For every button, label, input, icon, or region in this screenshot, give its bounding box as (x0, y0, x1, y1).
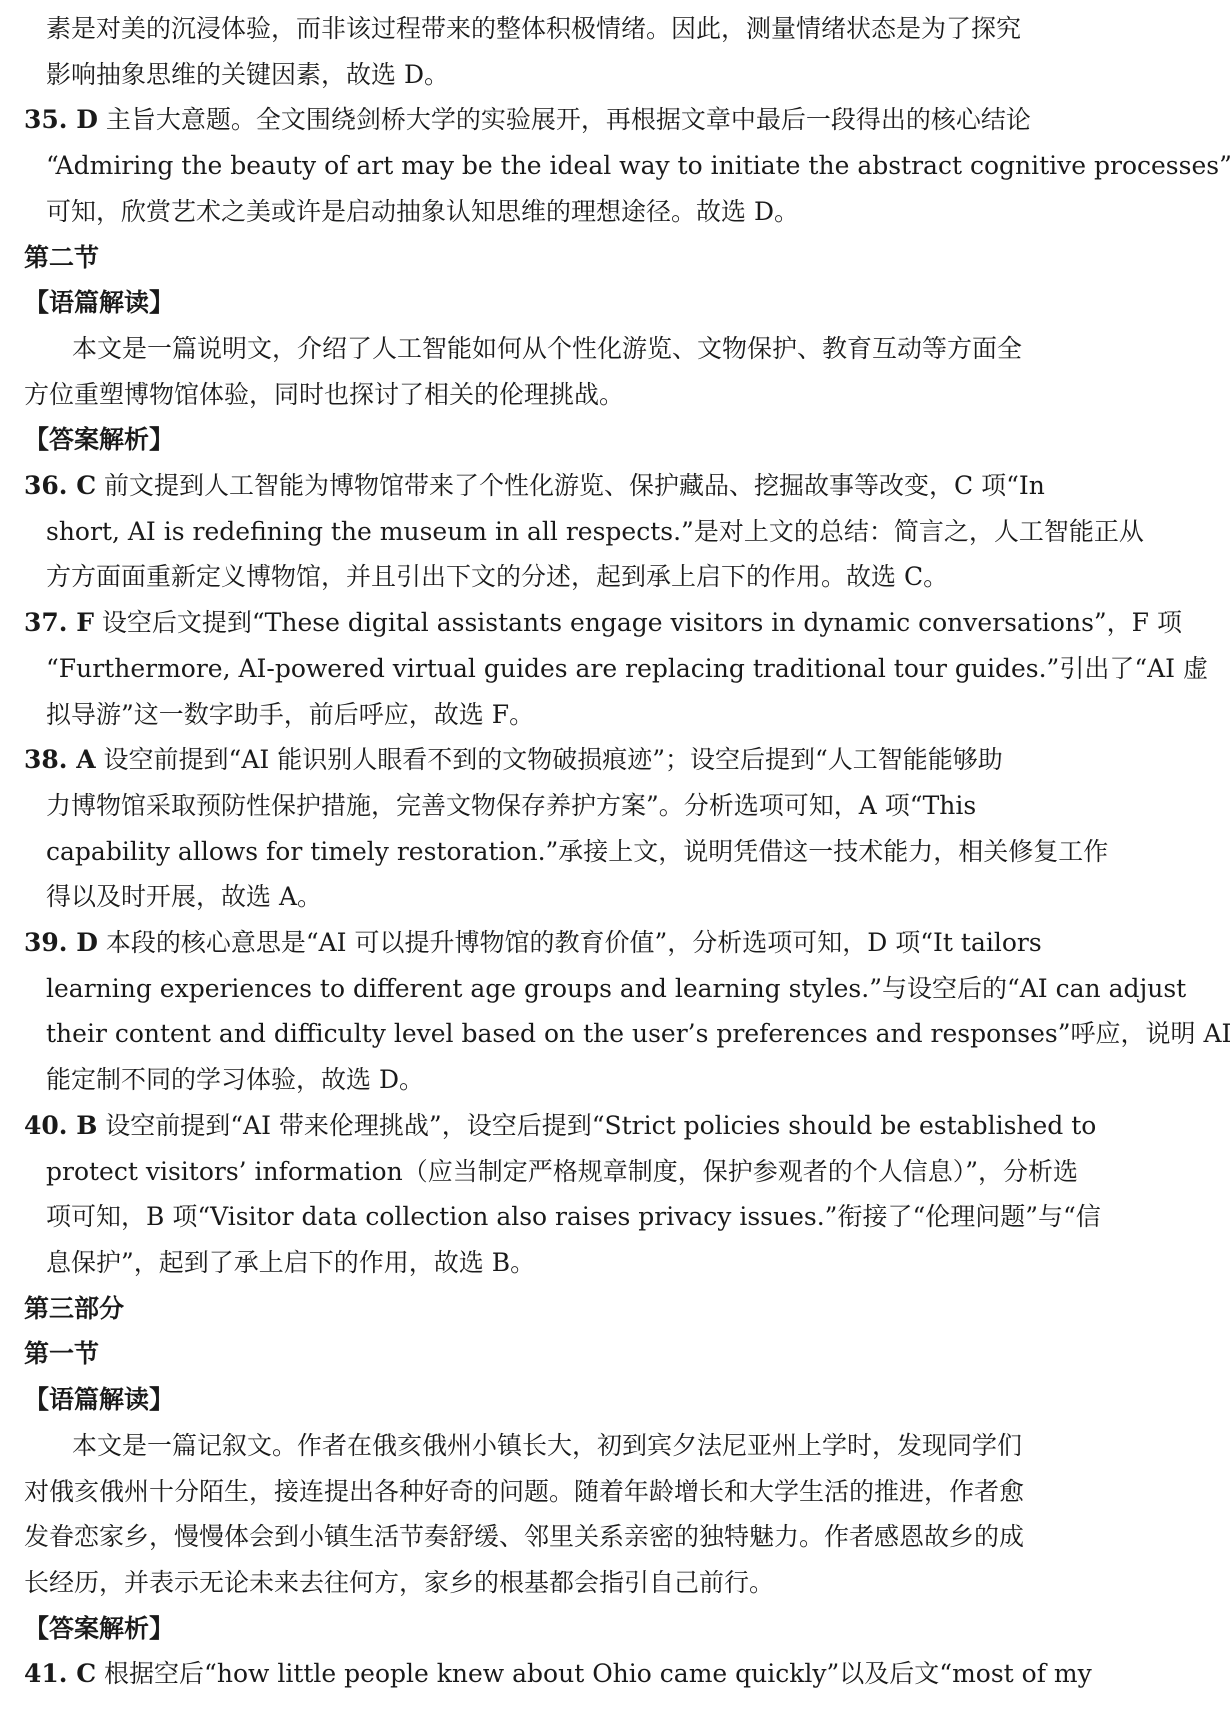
reading-heading: 【语篇解读】 (24, 288, 175, 318)
answer-text: protect visitors’ information（应当制定严格规章制度，保护参观者的个人信息）”，分析选 (46, 1156, 1078, 1186)
answer-35 (24, 97, 1232, 234)
answer-text: 根据空后“how little people knew about Ohio came quickly”以及后文“most of my (96, 1659, 1092, 1689)
reading-text: 本文是一篇记叙文。作者在俄亥俄州小镇长大，初到宾夕法尼亚州上学时，发现同学们 (72, 1430, 1023, 1460)
answer-text: 息保护”，起到了承上启下的作用，故选 B。 (46, 1247, 536, 1277)
question-number: 37. F (24, 608, 94, 638)
answer-heading: 【答案解析】 (24, 425, 175, 455)
intro-line-1: 素是对美的沉浸体验，而非该过程带来的整体积极情绪。因此，测量情绪状态是为了探究 (46, 14, 1022, 43)
answer-text: 可知，欣赏艺术之美或许是启动抽象认知思维的理想途径。故选 D。 (46, 196, 799, 226)
section-heading: 第一节 (24, 1339, 100, 1369)
answer-text: 设空前提到“AI 带来伦理挑战”，设空后提到“Strict policies should be established to (97, 1110, 1097, 1140)
answer-text: 得以及时开展，故选 A。 (46, 882, 323, 912)
answer-41 (24, 1651, 1092, 1697)
answer-40 (24, 1103, 1101, 1286)
question-number: 36. C (24, 471, 97, 501)
answer-text: 本段的核心意思是“AI 可以提升博物馆的教育价值”，分析选项可知，D 项“It tailors (97, 928, 1042, 958)
question-number: 38. A (24, 745, 96, 775)
question-number: 39. D (24, 928, 98, 958)
answer-text: 项可知，B 项“Visitor data collection also raises privacy issues.”衔接了“伦理问题”与“信 (46, 1202, 1101, 1232)
answer-text: 能定制不同的学习体验，故选 D。 (46, 1065, 424, 1095)
answer-heading: 【答案解析】 (24, 1613, 175, 1643)
answer-39 (24, 920, 1232, 1103)
answer-text: capability allows for timely restoration.”承接上文，说明凭借这一技术能力，相关修复工作 (46, 836, 1109, 866)
section-heading: 第二节 (24, 242, 100, 272)
question-number: 35. D (24, 105, 98, 135)
answer-text: 力博物馆采取预防性保护措施，完善文物保存养护方案”。分析选项可知，A 项“This (46, 790, 977, 820)
part-heading: 第三部分 (24, 1293, 125, 1323)
question-number: 40. B (24, 1110, 98, 1140)
reading-text: 发眷恋家乡，慢慢体会到小镇生活节奏舒缓、邻里关系亲密的独特魅力。作者感恩故乡的成 (24, 1522, 1025, 1552)
answer-text: “Admiring the beauty of art may be the ideal way to initiate the abstract cognitive processes” (46, 151, 1232, 181)
answer-text: their content and difficulty level based on the user’s preferences and responses”呼应，说明 AI (46, 1019, 1232, 1049)
answer-text: 设空后文提到“These digital assistants engage visitors in dynamic conversations”，F 项 (93, 608, 1182, 638)
reading-text: 对俄亥俄州十分陌生，接连提出各种好奇的问题。随着年龄增长和大学生活的推进，作者愈 (24, 1476, 1025, 1506)
answer-text: “Furthermore, AI-powered virtual guides are replacing traditional tour guides.”引出了“AI 虚 (46, 653, 1208, 683)
answer-text: 设空前提到“AI 能识别人眼看不到的文物破损痕迹”；设空后提到“人工智能能够助 (95, 745, 1003, 775)
answer-text: learning experiences to different age groups and learning styles.”与设空后的“AI can adjust (46, 973, 1187, 1003)
answer-text: 前文提到人工智能为博物馆带来了个性化游览、保护藏品、挖掘故事等改变，C 项“In (96, 471, 1045, 501)
answer-36 (24, 463, 1144, 600)
reading-text: 长经历，并表示无论未来去往何方，家乡的根基都会指引自己前行。 (24, 1567, 775, 1597)
answer-text: 主旨大意题。全文围绕剑桥大学的实验展开，再根据文章中最后一段得出的核心结论 (97, 105, 1031, 135)
question-number: 41. C (24, 1659, 97, 1689)
intro-line-2: 影响抽象思维的关键因素，故选 D。 (46, 59, 449, 89)
answer-37 (24, 600, 1208, 737)
reading-heading: 【语篇解读】 (24, 1385, 175, 1415)
reading-text: 方位重塑博物馆体验，同时也探讨了相关的伦理挑战。 (24, 379, 625, 409)
answer-38 (24, 737, 1109, 920)
answer-text: 方方面面重新定义博物馆，并且引出下文的分述，起到承上启下的作用。故选 C。 (46, 562, 949, 592)
answer-text: 拟导游”这一数字助手，前后呼应，故选 F。 (46, 699, 535, 729)
reading-text: 本文是一篇说明文，介绍了人工智能如何从个性化游览、文物保护、教育互动等方面全 (72, 333, 1023, 363)
answer-text: short, AI is redefining the museum in all respects.”是对上文的总结：简言之，人工智能正从 (46, 516, 1144, 546)
